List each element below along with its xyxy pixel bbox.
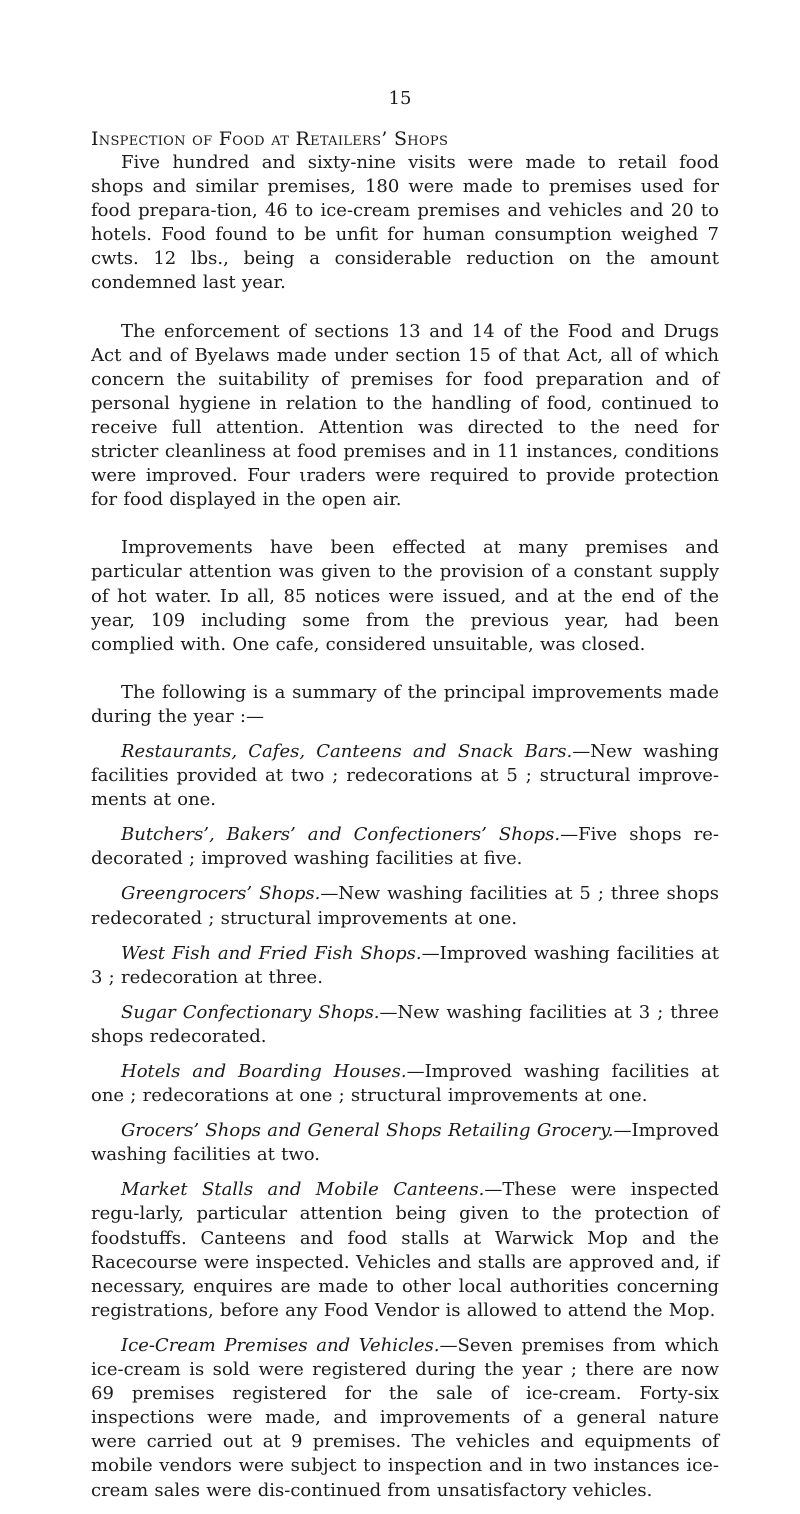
improvement-category: Restaurants, Cafes, Canteens and Snack Bars. (121, 740, 573, 762)
section-heading: Inspection of Food at Retailers’ Shops (91, 128, 449, 150)
improvement-category: Greengrocers’ Shops. (121, 883, 321, 905)
improvement-category: West Fish and Fried Fish Shops. (121, 942, 422, 964)
improvement-item-butchers (91, 823, 719, 871)
improvement-text: —These were inspected regu-larly, particular attention being given to the protection of foodstuffs. Canteens and food stalls at Warwick Mop and the Racecourse were inspected. Vehicles and stalls are approved and, if necessary, enquires are made to other local authorities concerning registrations, before any Food Vendor is allowed to attend the Mop. (91, 1179, 719, 1321)
improvement-category: Grocers’ Shops and General Shops Retailing Grocery. (121, 1120, 614, 1142)
intro-paragraph-notices: Improvements have been effected at many premises and particular attention was given to the provision of a constant supply of hot water. Iɒ all, 85 notices were issued, and at the end of the year, 109 including some from the previous year, had been complied with. One cafe, considered unsuitable, was closed. (91, 537, 719, 655)
improvement-category: Ice-Cream Premises and Vehicles. (121, 1334, 440, 1356)
page-number: 15 (388, 88, 412, 109)
improvement-category: Sugar Confectionary Shops. (121, 1001, 380, 1023)
improvement-item-grocers (91, 1119, 719, 1167)
intro-paragraph-enforcement: The enforcement of sections 13 and 14 of the Food and Drugs Act and of Byelaws made under section 15 of that Act, all of which concern the suitability of premises for food preparation and of personal hygiene in relation to the handling of food, continued to receive full attention. Attention was directed to the need for stricter cleanliness at food premises and in 11 instances, conditions were improved. Four ιraders were required to provide protection for food displayed in the open air. (91, 320, 719, 511)
improvement-item-restaurants (91, 740, 719, 812)
improvement-text: —Five shops re-decorated ; improved washing facilities at five. (91, 824, 719, 870)
improvement-text: —New washing facilities at 5 ; three shops redecorated ; structural improvements at one. (91, 883, 719, 929)
improvement-item-hotels (91, 1060, 719, 1108)
improvement-text: —Improved washing facilities at 3 ; redecoration at three. (91, 942, 719, 988)
improvement-item-fish-shops (91, 942, 719, 990)
improvement-category: Hotels and Boarding Houses. (121, 1061, 407, 1082)
improvement-category: Market Stalls and Mobile Canteens. (121, 1179, 485, 1201)
improvement-text: —Seven premises from which ice-cream is sold were registered during the year ; there are now 69 premises registered for the sale of ice-cream. Forty-six inspections were made, and improvements of a general nature were carried out at 9 premises. The vehicles and equipments of mobile vendors were subject to inspection and in two instances ice-cream sales were dis-continued from unsatisfactory vehicles. (91, 1334, 719, 1501)
improvement-text: —Improved washing facilities at one ; redecorations at one ; structural improvements at one. (91, 1061, 719, 1107)
page-content (91, 127, 719, 1514)
improvement-category: Butchers’, Bakers’ and Confectioners’ Shops. (121, 824, 561, 846)
improvement-item-sugar-confectionary (91, 1001, 719, 1049)
improvement-text: —New washing facilities provided at two ; redecorations at 5 ; structural improve-ments at one. (91, 740, 719, 811)
intro-paragraph-summary: The following is a summary of the principal improvements made during the year :— (91, 681, 719, 727)
improvement-item-ice-cream (91, 1334, 719, 1503)
intro-paragraph-visits: Five hundred and sixty-nine visits were made to retail food shops and similar premises, 180 were made to premises used for food prepara-tion, 46 to ice-cream premises and vehicles and 20 to hotels. Food found to be unfit for human consumption weighed 7 cwts. 12 lbs., being a considerable reduction on the amount condemned last year. (91, 152, 719, 294)
improvement-text: —Improved washing facilities at two. (91, 1120, 719, 1166)
improvement-item-greengrocers (91, 882, 719, 930)
improvement-item-market-stalls (91, 1178, 719, 1323)
improvement-text: —New washing facilities at 3 ; three shops redecorated. (91, 1001, 719, 1047)
